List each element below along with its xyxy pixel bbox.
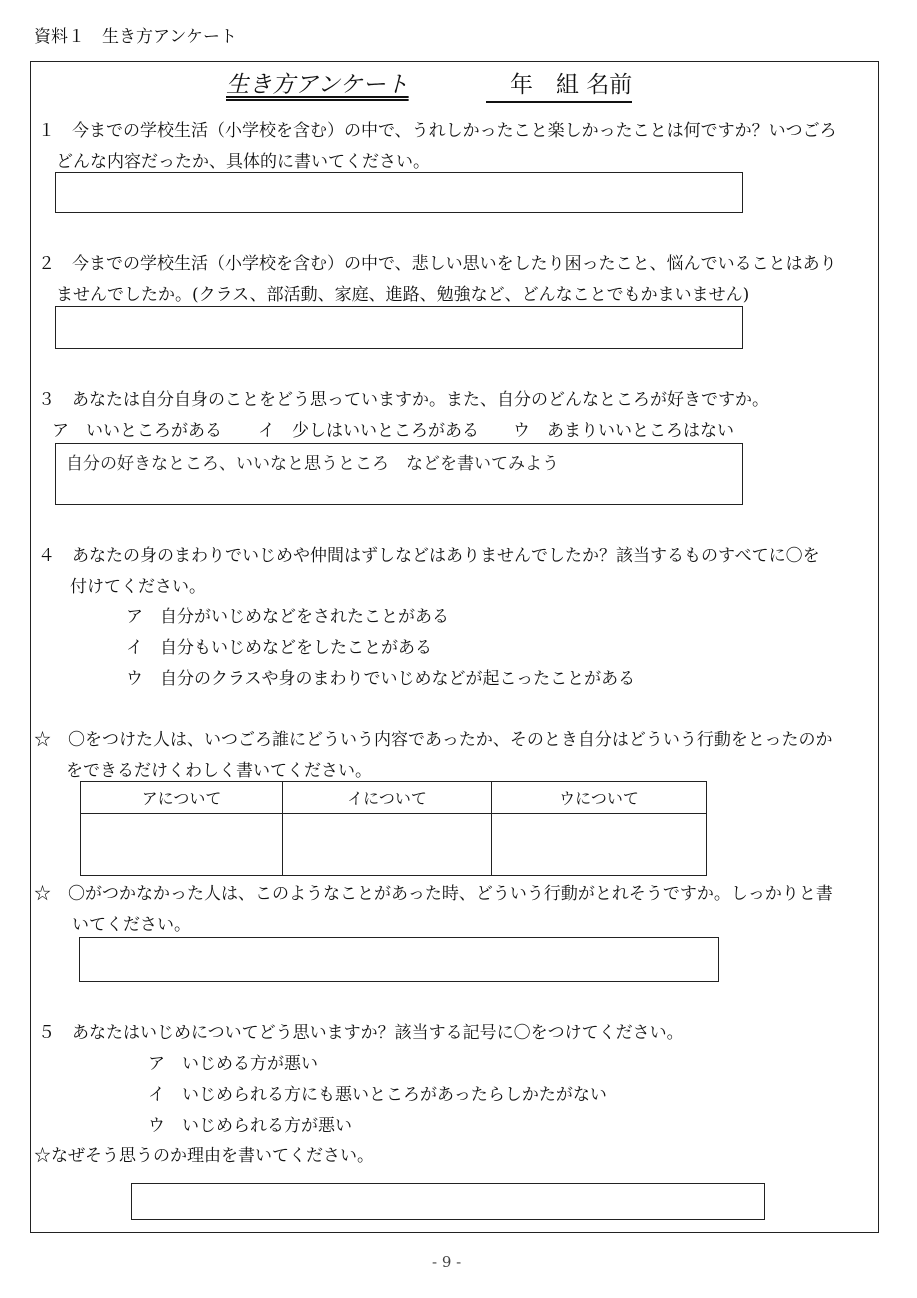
table-header-u: ウについて: [492, 782, 707, 814]
q5-option-a[interactable]: ア いじめる方が悪い: [148, 1054, 318, 1074]
table-cell-u[interactable]: [492, 814, 707, 876]
q5-option-u[interactable]: ウ いじめられる方が悪い: [148, 1116, 352, 1136]
q5-reason-prompt: ☆なぜそう思うのか理由を書いてください。: [34, 1146, 374, 1166]
table-cell-i[interactable]: [283, 814, 492, 876]
q5-line1: ５ あなたはいじめについてどう思いますか？該当する記号に〇をつけてください。: [38, 1023, 684, 1043]
table-header-a: アについて: [81, 782, 283, 814]
q3-line1: ３ あなたは自分自身のことをどう思っていますか。また、自分のどんなところが好きですか。: [38, 390, 769, 410]
star2-answer-box[interactable]: [79, 937, 719, 982]
header-label: 資料１ 生き方アンケート: [34, 27, 237, 47]
q3-option-a[interactable]: ア いいところがある: [52, 421, 222, 441]
page-number: - 9 -: [432, 1253, 462, 1271]
q4-line2: 付けてください。: [70, 577, 206, 597]
observation-table: [80, 781, 707, 876]
star2-line2: いてください。: [72, 915, 191, 935]
q5-answer-box[interactable]: [131, 1183, 765, 1220]
q5-option-i[interactable]: イ いじめられる方にも悪いところがあったらしかたがない: [148, 1085, 607, 1105]
q4-option-a[interactable]: ア 自分がいじめなどをされたことがある: [126, 607, 449, 627]
q4-option-u[interactable]: ウ 自分のクラスや身のまわりでいじめなどが起こったことがある: [126, 669, 636, 689]
q3-option-i[interactable]: イ 少しはいいところがある: [258, 421, 479, 441]
table-header-i: イについて: [283, 782, 492, 814]
star1-line1: ☆ 〇をつけた人は、いつごろ誰にどういう内容であったか、そのとき自分はどういう行動をとったのか: [34, 730, 833, 750]
name-field[interactable]: 年 組 名前: [486, 66, 632, 103]
survey-title: 生き方アンケート: [226, 72, 409, 98]
q3-box-prompt: 自分の好きなところ、いいなと思うところ などを書いてみよう: [66, 454, 559, 474]
star1-line2: をできるだけくわしく書いてください。: [66, 761, 372, 781]
q3-option-u[interactable]: ウ あまりいいところはない: [513, 421, 734, 441]
q1-line2: どんな内容だったか、具体的に書いてください。: [56, 152, 430, 172]
q2-line1: ２ 今までの学校生活（小学校を含む）の中で、悲しい思いをしたり困ったこと、悩んでいることはあり: [38, 254, 837, 274]
q4-line1: ４ あなたの身のまわりでいじめや仲間はずしなどはありませんでしたか？該当するものすべてに〇を: [38, 546, 820, 566]
q1-line1: １ 今までの学校生活（小学校を含む）の中で、うれしかったこと楽しかったことは何ですか？いつごろ: [38, 121, 837, 141]
star2-line1: ☆ 〇がつかなかった人は、このようなことがあった時、どういう行動がとれそうですか。しっかりと書: [34, 884, 833, 904]
table-cell-a[interactable]: [81, 814, 283, 876]
q4-option-i[interactable]: イ 自分もいじめなどをしたことがある: [126, 638, 432, 658]
q2-answer-box[interactable]: [55, 306, 743, 349]
q1-answer-box[interactable]: [55, 172, 743, 213]
q2-line2: ませんでしたか。(クラス、部活動、家庭、進路、勉強など、どんなことでもかまいません): [56, 285, 750, 305]
